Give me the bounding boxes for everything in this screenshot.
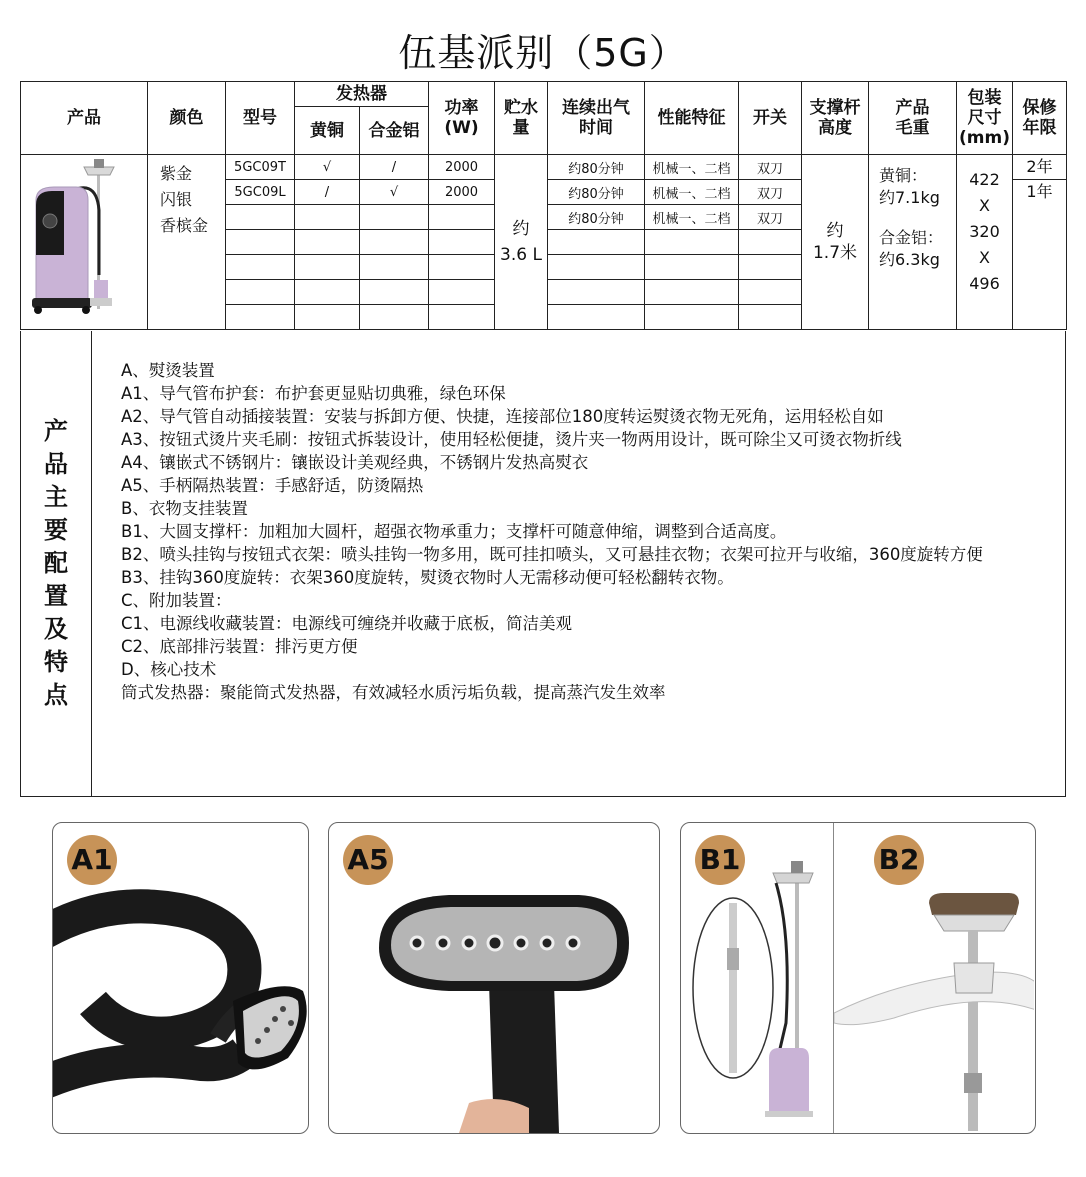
- feature-item: C2、底部排污装置：排污更方便: [121, 637, 358, 656]
- features-title-char: 要: [44, 516, 68, 544]
- brass-cell: [295, 205, 360, 230]
- model-cell: [226, 205, 295, 230]
- features-title: [21, 331, 92, 796]
- feature-item: A1、导气管布护套：布护套更显贴切典雅，绿色环保: [121, 384, 506, 403]
- feature-item: A2、导气管自动插接装置：安装与拆卸方便、快捷，连接部位180度转运熨烫衣物无死角，运用轻松自如: [121, 407, 884, 426]
- panel-a5: [328, 822, 660, 1134]
- header-warranty: 保修 年限: [1013, 82, 1067, 155]
- feature-item: B2、喷头挂钩与按钮式衣架：喷头挂钩一物多用，既可挂扣喷头，又可悬挂衣物；衣架可拉开与收缩，360度旋转方便: [121, 545, 983, 564]
- panel-b1-b2: [680, 822, 1036, 1134]
- header-steam-time: 连续出气 时间: [548, 82, 645, 155]
- switch-cell: 双刀: [739, 155, 802, 180]
- feature-item: C、附加装置：: [121, 591, 232, 610]
- header-heater: 发热器: [295, 82, 429, 107]
- color-list: [148, 155, 226, 330]
- header-alloy: 合金铝: [360, 107, 429, 155]
- feature-item: B、衣物支挂装置: [121, 499, 248, 518]
- features-title-char: 主: [44, 483, 68, 511]
- alloy-cell: [360, 205, 429, 230]
- water-capacity: 约 3.6 L: [495, 155, 548, 330]
- header-performance: 性能特征: [645, 82, 739, 155]
- feature-item: C1、电源线收藏装置：电源线可缠绕并收藏于底板，简洁美观: [121, 614, 573, 633]
- package-size: 422 X 320 X 496: [957, 155, 1013, 330]
- model-cell: 5GC09L: [226, 180, 295, 205]
- product-weight: 黄铜： 约7.1kg 合金铝： 约6.3kg: [869, 155, 957, 330]
- feature-item: 筒式发热器：聚能筒式发热器，有效减轻水质污垢负载，提高蒸汽发生效率: [121, 683, 666, 702]
- brass-cell: /: [295, 180, 360, 205]
- feature-item: A3、按钮式烫片夹毛刷：按钮式拆装设计，使用轻松便捷，烫片夹一物两用设计，既可除尘又可烫衣物折线: [121, 430, 902, 449]
- steam-time-cell: 约80分钟: [548, 155, 645, 180]
- features-title-char: 及: [44, 615, 68, 643]
- warranty-alloy: 1年: [1026, 182, 1053, 201]
- color-item: 紫金: [160, 164, 193, 183]
- alloy-cell: /: [360, 155, 429, 180]
- page-title: 伍基派别（5G）: [398, 31, 688, 75]
- features-title-char: 置: [44, 582, 68, 610]
- hanger-image: [834, 823, 1034, 1133]
- badge-b2: B2: [874, 835, 924, 885]
- features-title-char: 产: [44, 417, 68, 445]
- features-list: [121, 359, 1065, 704]
- header-model: 型号: [226, 82, 295, 155]
- header-power: 功率 (W): [429, 82, 495, 155]
- switch-cell: 双刀: [739, 180, 802, 205]
- performance-cell: 机械一、二档: [645, 180, 739, 205]
- header-brass: 黄铜: [295, 107, 360, 155]
- performance-cell: 机械一、二档: [645, 205, 739, 230]
- switch-cell: 双刀: [739, 205, 802, 230]
- alloy-cell: √: [360, 180, 429, 205]
- garment-steamer-image: [24, 155, 144, 325]
- color-item: 闪银: [160, 190, 193, 209]
- header-water: 贮水 量: [495, 82, 548, 155]
- feature-item: B1、大圆支撑杆：加粗加大圆杆，超强衣物承重力；支撑杆可随意伸缩，调整到合适高度。: [121, 522, 787, 541]
- steam-time-cell: 约80分钟: [548, 205, 645, 230]
- header-pole-height: 支撑杆 高度: [802, 82, 869, 155]
- features-title-char: 配: [44, 549, 68, 577]
- power-cell: [429, 205, 495, 230]
- features-title-char: 品: [44, 450, 68, 478]
- spec-table: [20, 81, 1067, 330]
- color-item: 香槟金: [160, 216, 209, 235]
- features-title-char: 点: [44, 681, 68, 709]
- power-cell: 2000: [429, 180, 495, 205]
- pole-height: 约 1.7米: [802, 155, 869, 330]
- panel-a1: [52, 822, 309, 1134]
- header-weight: 产品 毛重: [869, 82, 957, 155]
- features-section: [20, 331, 1066, 797]
- steam-time-cell: 约80分钟: [548, 180, 645, 205]
- warranty: [1013, 155, 1067, 330]
- feature-item: A、熨烫装置: [121, 361, 215, 380]
- badge-b1: B1: [695, 835, 745, 885]
- brass-cell: √: [295, 155, 360, 180]
- performance-cell: 机械一、二档: [645, 155, 739, 180]
- header-package-size: 包装 尺寸 (mm): [957, 82, 1013, 155]
- feature-item: A5、手柄隔热装置：手感舒适，防烫隔热: [121, 476, 424, 495]
- warranty-brass: 2年: [1013, 155, 1066, 180]
- feature-item: A4、镶嵌式不锈钢片：镶嵌设计美观经典，不锈钢片发热高熨衣: [121, 453, 589, 472]
- header-switch: 开关: [739, 82, 802, 155]
- header-color: 颜色: [148, 82, 226, 155]
- power-cell: 2000: [429, 155, 495, 180]
- badge-a1: A1: [67, 835, 117, 885]
- product-image-cell: [21, 155, 148, 330]
- badge-a5: A5: [343, 835, 393, 885]
- feature-item: B3、挂钩360度旋转：衣架360度旋转，熨烫衣物时人无需移动便可轻松翻转衣物。: [121, 568, 734, 587]
- feature-item: D、核心技术: [121, 660, 217, 679]
- model-cell: 5GC09T: [226, 155, 295, 180]
- features-title-char: 特: [44, 648, 68, 676]
- header-product: 产品: [21, 82, 148, 155]
